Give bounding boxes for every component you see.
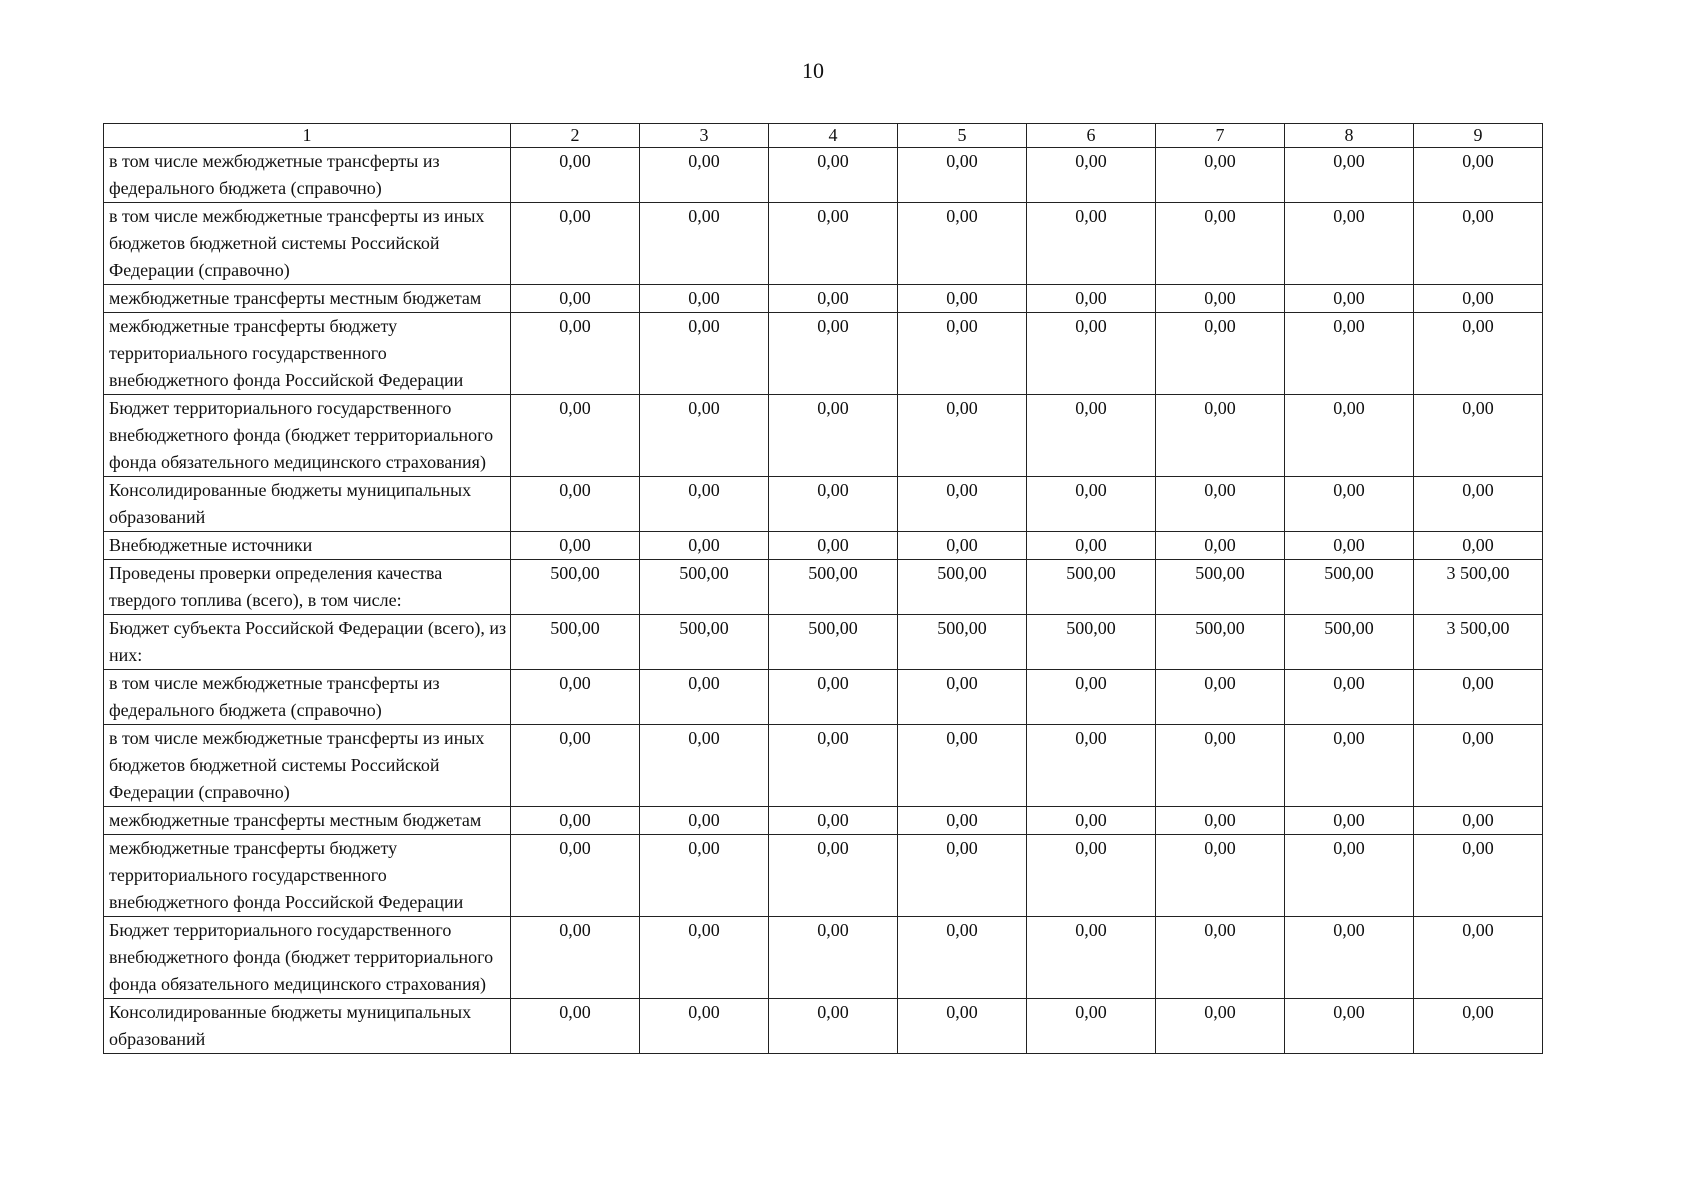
cell-value: 0,00: [511, 999, 640, 1054]
cell-value: 0,00: [1027, 148, 1156, 203]
table-row: [104, 999, 1543, 1054]
cell-value: 0,00: [1414, 148, 1543, 203]
cell-value: 0,00: [1414, 532, 1543, 560]
cell-value: 0,00: [640, 532, 769, 560]
cell-value: 0,00: [1156, 725, 1285, 807]
cell-value: 0,00: [1414, 477, 1543, 532]
cell-value: 0,00: [1285, 148, 1414, 203]
table-row: [104, 615, 1543, 670]
cell-value: 0,00: [640, 807, 769, 835]
cell-value: 0,00: [511, 670, 640, 725]
cell-value: 0,00: [1285, 532, 1414, 560]
cell-value: 0,00: [640, 725, 769, 807]
cell-value: 0,00: [1156, 203, 1285, 285]
cell-value: 0,00: [769, 285, 898, 313]
row-label: в том числе межбюджетные трансферты из иных бюджетов бюджетной системы Российской Федерации (справочно): [104, 725, 511, 807]
row-label: в том числе межбюджетные трансферты из федерального бюджета (справочно): [104, 670, 511, 725]
cell-value: 0,00: [1285, 807, 1414, 835]
cell-value: 0,00: [1414, 313, 1543, 395]
cell-value: 0,00: [769, 807, 898, 835]
column-header-2: 2: [511, 124, 640, 148]
cell-value: 0,00: [1414, 203, 1543, 285]
cell-value: 0,00: [769, 532, 898, 560]
row-label: Консолидированные бюджеты муниципальных образований: [104, 999, 511, 1054]
cell-value: 0,00: [1027, 999, 1156, 1054]
cell-value: 0,00: [898, 835, 1027, 917]
column-header-8: 8: [1285, 124, 1414, 148]
cell-value: 0,00: [898, 148, 1027, 203]
page-number: 10: [802, 58, 824, 83]
cell-value: 0,00: [1414, 395, 1543, 477]
cell-value: 0,00: [1027, 835, 1156, 917]
cell-value: 0,00: [511, 148, 640, 203]
cell-value: 0,00: [1027, 477, 1156, 532]
cell-value: 0,00: [1414, 285, 1543, 313]
row-label: Бюджет территориального государственного внебюджетного фонда (бюджет территориального фонда обязательного медицинского страхования): [104, 917, 511, 999]
cell-value: 0,00: [1414, 835, 1543, 917]
cell-value: 0,00: [1027, 395, 1156, 477]
cell-value: 0,00: [898, 203, 1027, 285]
cell-value: 500,00: [511, 615, 640, 670]
cell-value: 0,00: [1027, 670, 1156, 725]
table-row: [104, 477, 1543, 532]
cell-value: 0,00: [898, 532, 1027, 560]
cell-value: 0,00: [1414, 807, 1543, 835]
cell-value: 0,00: [1156, 835, 1285, 917]
cell-value: 3 500,00: [1414, 615, 1543, 670]
cell-value: 0,00: [511, 807, 640, 835]
cell-value: 0,00: [769, 999, 898, 1054]
cell-value: 0,00: [769, 148, 898, 203]
cell-value: 0,00: [511, 725, 640, 807]
cell-value: 0,00: [1285, 395, 1414, 477]
cell-value: 0,00: [511, 313, 640, 395]
budget-table: [103, 123, 1543, 1054]
cell-value: 0,00: [1285, 477, 1414, 532]
cell-value: 0,00: [511, 477, 640, 532]
table-row: [104, 807, 1543, 835]
table-row: [104, 917, 1543, 999]
cell-value: 500,00: [898, 615, 1027, 670]
column-header-7: 7: [1156, 124, 1285, 148]
column-header-6: 6: [1027, 124, 1156, 148]
table-body: [104, 148, 1543, 1054]
cell-value: 0,00: [640, 999, 769, 1054]
cell-value: 0,00: [640, 148, 769, 203]
row-label: в том числе межбюджетные трансферты из федерального бюджета (справочно): [104, 148, 511, 203]
cell-value: 0,00: [898, 395, 1027, 477]
cell-value: 0,00: [511, 835, 640, 917]
cell-value: 0,00: [640, 477, 769, 532]
cell-value: 0,00: [1156, 313, 1285, 395]
row-label: Консолидированные бюджеты муниципальных образований: [104, 477, 511, 532]
cell-value: 0,00: [511, 203, 640, 285]
row-label: Бюджет субъекта Российской Федерации (всего), из них:: [104, 615, 511, 670]
cell-value: 0,00: [769, 313, 898, 395]
cell-value: 0,00: [1285, 203, 1414, 285]
cell-value: 0,00: [898, 313, 1027, 395]
row-label: в том числе межбюджетные трансферты из иных бюджетов бюджетной системы Российской Федерации (справочно): [104, 203, 511, 285]
cell-value: 0,00: [1414, 670, 1543, 725]
cell-value: 500,00: [1156, 615, 1285, 670]
column-header-1: 1: [104, 124, 511, 148]
cell-value: 500,00: [640, 615, 769, 670]
cell-value: 0,00: [1156, 532, 1285, 560]
cell-value: 0,00: [1027, 532, 1156, 560]
cell-value: 0,00: [511, 917, 640, 999]
cell-value: 500,00: [1285, 615, 1414, 670]
cell-value: 500,00: [769, 560, 898, 615]
cell-value: 0,00: [1027, 203, 1156, 285]
cell-value: 0,00: [1027, 807, 1156, 835]
table-row: [104, 313, 1543, 395]
row-label: межбюджетные трансферты бюджету территориального государственного внебюджетного фонда Российской Федерации: [104, 313, 511, 395]
cell-value: 0,00: [898, 917, 1027, 999]
header-row: [104, 124, 1543, 148]
table-row: [104, 532, 1543, 560]
cell-value: 0,00: [769, 725, 898, 807]
column-header-3: 3: [640, 124, 769, 148]
table-row: [104, 670, 1543, 725]
cell-value: 0,00: [1156, 807, 1285, 835]
cell-value: 500,00: [1027, 615, 1156, 670]
table-row: [104, 148, 1543, 203]
cell-value: 0,00: [898, 477, 1027, 532]
cell-value: 0,00: [1156, 670, 1285, 725]
cell-value: 0,00: [1285, 999, 1414, 1054]
cell-value: 0,00: [1285, 313, 1414, 395]
cell-value: 0,00: [898, 807, 1027, 835]
cell-value: 0,00: [511, 395, 640, 477]
cell-value: 0,00: [640, 285, 769, 313]
table-row: [104, 725, 1543, 807]
cell-value: 0,00: [640, 835, 769, 917]
cell-value: 500,00: [769, 615, 898, 670]
row-label: Внебюджетные источники: [104, 532, 511, 560]
cell-value: 500,00: [1027, 560, 1156, 615]
row-label: межбюджетные трансферты местным бюджетам: [104, 285, 511, 313]
cell-value: 0,00: [769, 835, 898, 917]
cell-value: 0,00: [769, 477, 898, 532]
cell-value: 0,00: [1027, 917, 1156, 999]
cell-value: 0,00: [1156, 917, 1285, 999]
cell-value: 0,00: [511, 285, 640, 313]
cell-value: 0,00: [1285, 725, 1414, 807]
cell-value: 0,00: [898, 285, 1027, 313]
row-label: межбюджетные трансферты бюджету территориального государственного внебюджетного фонда Российской Федерации: [104, 835, 511, 917]
cell-value: 0,00: [769, 395, 898, 477]
cell-value: 0,00: [1027, 725, 1156, 807]
cell-value: 0,00: [1156, 285, 1285, 313]
table-row: [104, 395, 1543, 477]
cell-value: 0,00: [1027, 313, 1156, 395]
row-label: Бюджет территориального государственного внебюджетного фонда (бюджет территориального фонда обязательного медицинского страхования): [104, 395, 511, 477]
cell-value: 0,00: [1414, 725, 1543, 807]
cell-value: 0,00: [1156, 395, 1285, 477]
cell-value: 0,00: [1156, 999, 1285, 1054]
cell-value: 500,00: [511, 560, 640, 615]
cell-value: 500,00: [898, 560, 1027, 615]
column-header-9: 9: [1414, 124, 1543, 148]
table-row: [104, 285, 1543, 313]
table-row: [104, 203, 1543, 285]
cell-value: 0,00: [1414, 917, 1543, 999]
cell-value: 0,00: [769, 917, 898, 999]
cell-value: 0,00: [769, 670, 898, 725]
cell-value: 0,00: [1156, 477, 1285, 532]
column-header-4: 4: [769, 124, 898, 148]
cell-value: 0,00: [1414, 999, 1543, 1054]
cell-value: 0,00: [1027, 285, 1156, 313]
cell-value: 0,00: [640, 670, 769, 725]
cell-value: 0,00: [898, 725, 1027, 807]
column-header-5: 5: [898, 124, 1027, 148]
cell-value: 500,00: [640, 560, 769, 615]
cell-value: 0,00: [898, 670, 1027, 725]
cell-value: 0,00: [1285, 670, 1414, 725]
table-row: [104, 835, 1543, 917]
cell-value: 500,00: [1285, 560, 1414, 615]
cell-value: 0,00: [1285, 917, 1414, 999]
cell-value: 0,00: [640, 313, 769, 395]
row-label: Проведены проверки определения качества твердого топлива (всего), в том числе:: [104, 560, 511, 615]
cell-value: 0,00: [1156, 148, 1285, 203]
cell-value: 0,00: [769, 203, 898, 285]
cell-value: 0,00: [1285, 285, 1414, 313]
row-label: межбюджетные трансферты местным бюджетам: [104, 807, 511, 835]
cell-value: 0,00: [640, 917, 769, 999]
cell-value: 0,00: [640, 203, 769, 285]
cell-value: 0,00: [640, 395, 769, 477]
cell-value: 0,00: [1285, 835, 1414, 917]
cell-value: 0,00: [898, 999, 1027, 1054]
cell-value: 3 500,00: [1414, 560, 1543, 615]
table-row: [104, 560, 1543, 615]
cell-value: 0,00: [511, 532, 640, 560]
cell-value: 500,00: [1156, 560, 1285, 615]
